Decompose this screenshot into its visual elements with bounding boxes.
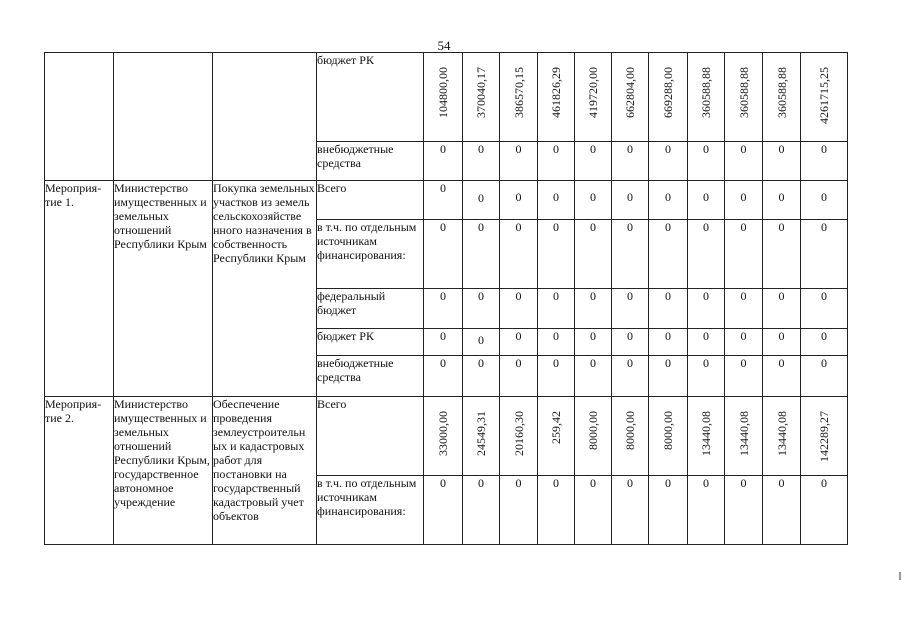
value-cell: 0 [801, 329, 848, 356]
value-cell: 24549,31 [463, 397, 500, 476]
value-cell: 0 [538, 181, 575, 220]
value-cell: 0 [801, 181, 848, 220]
value-cell: 0 [725, 142, 763, 181]
value-cell: 0 [500, 476, 538, 545]
measure-name-cell: Обеспечение проведения землеустроительн ых и кадастровых работ для постановки на государственный кадастровый учет объектов [213, 397, 317, 545]
value-cell: 13440,08 [763, 397, 801, 476]
value-cell: 0 [763, 181, 801, 220]
value-cell: 0 [801, 289, 848, 329]
value-cell: 0 [612, 476, 649, 545]
value-cell: 259,42 [538, 397, 575, 476]
value-cell: 461826,29 [538, 53, 575, 142]
value-cell: 0 [801, 220, 848, 289]
value-cell: 0 [801, 142, 848, 181]
value-cell: 0 [500, 220, 538, 289]
value-cell: 0 [500, 142, 538, 181]
value-cell: 662804,00 [612, 53, 649, 142]
source-cell: в т.ч. по отдельным источникам финансирования: [317, 476, 424, 545]
value-cell: 0 [463, 356, 500, 397]
executor-cell-empty [114, 53, 213, 181]
value-cell: 0 [575, 476, 612, 545]
table-row [45, 53, 848, 142]
value-cell: 0 [538, 289, 575, 329]
value-cell: 0 [763, 289, 801, 329]
event-cell: Мероприя-тие 2. [45, 397, 114, 545]
scan-mark [899, 572, 901, 580]
value-cell: 0 [649, 142, 688, 181]
value-cell: 0 [575, 142, 612, 181]
value-cell: 0 [649, 329, 688, 356]
table-row [45, 397, 848, 476]
executor-cell: Министерство имущественных и земельных отношений Республики Крым, государственное автономное учреждение [114, 397, 213, 545]
value-cell: 0 [424, 289, 463, 329]
value-cell: 0 [649, 289, 688, 329]
source-cell: Всего [317, 397, 424, 476]
value-cell: 0 [688, 220, 725, 289]
value-cell: 0 [612, 356, 649, 397]
value-cell: 8000,00 [649, 397, 688, 476]
value-cell: 0 [763, 476, 801, 545]
source-cell: бюджет РК [317, 329, 424, 356]
value-cell: 0 [424, 329, 463, 356]
value-cell: 0 [463, 220, 500, 289]
value-cell: 0 [612, 289, 649, 329]
value-cell: 0 [500, 289, 538, 329]
value-cell: 0 [463, 142, 500, 181]
value-cell: 0 [649, 220, 688, 289]
value-cell: 0 [688, 289, 725, 329]
value-cell: 360588,88 [688, 53, 725, 142]
value-cell: 360588,88 [763, 53, 801, 142]
value-cell: 0 [725, 329, 763, 356]
value-cell: 0 [500, 329, 538, 356]
value-cell: 0 [575, 181, 612, 220]
value-cell: 0 [424, 356, 463, 397]
value-cell: 104800,00 [424, 53, 463, 142]
value-cell: 8000,00 [612, 397, 649, 476]
value-cell: 0 [649, 476, 688, 545]
value-cell: 0 [424, 142, 463, 181]
page-number: 54 [437, 38, 451, 53]
value-cell: 0 [575, 289, 612, 329]
value-cell: 0 [649, 356, 688, 397]
value-cell: 0 [538, 142, 575, 181]
source-cell: федеральный бюджет [317, 289, 424, 329]
value-cell: 0 [500, 356, 538, 397]
value-cell: 0 [763, 142, 801, 181]
value-cell: 0 [612, 220, 649, 289]
name-cell-empty [213, 53, 317, 181]
value-cell: 0 [538, 329, 575, 356]
value-cell: 669288,00 [649, 53, 688, 142]
value-cell: 0 [688, 476, 725, 545]
value-cell: 0 [463, 289, 500, 329]
event-cell: Мероприя-тие 1. [45, 181, 114, 397]
value-cell: 0 [424, 181, 463, 220]
value-cell: 0 [463, 476, 500, 545]
measure-name-cell: Покупка земельных участков из земель сельскохозяйстве нного назначения в собственность Республики Крым [213, 181, 317, 397]
value-cell: 0 [688, 142, 725, 181]
value-cell: 0 [725, 476, 763, 545]
value-cell: 0 [500, 181, 538, 220]
value-cell: 8000,00 [575, 397, 612, 476]
value-cell: 0 [763, 220, 801, 289]
value-cell: 0 [538, 220, 575, 289]
value-cell: 0 [801, 476, 848, 545]
event-cell-empty [45, 53, 114, 181]
value-cell: 0 [575, 220, 612, 289]
value-cell: 0 [538, 476, 575, 545]
source-cell: в т.ч. по отдельным источникам финансирования: [317, 220, 424, 289]
value-cell: 0 [688, 356, 725, 397]
value-cell: 33000,00 [424, 397, 463, 476]
table-row [45, 181, 848, 220]
value-cell: 0 [688, 329, 725, 356]
source-cell: Всего [317, 181, 424, 220]
value-cell: 0 [763, 356, 801, 397]
value-cell: 0 [688, 181, 725, 220]
value-cell: 0 [575, 329, 612, 356]
value-cell: 142289,27 [801, 397, 848, 476]
value-cell: 0 [463, 181, 500, 220]
value-cell: 360588,88 [725, 53, 763, 142]
value-cell: 370040,17 [463, 53, 500, 142]
source-cell: бюджет РК [317, 53, 424, 142]
value-cell: 0 [801, 356, 848, 397]
value-cell: 13440,08 [725, 397, 763, 476]
value-cell: 386570,15 [500, 53, 538, 142]
value-cell: 0 [424, 220, 463, 289]
value-cell: 419720,00 [575, 53, 612, 142]
value-cell: 0 [612, 329, 649, 356]
value-cell: 13440,08 [688, 397, 725, 476]
source-cell: внебюджетные средства [317, 142, 424, 181]
value-cell: 0 [763, 329, 801, 356]
value-cell: 0 [612, 142, 649, 181]
budget-table [44, 52, 848, 545]
value-cell: 0 [649, 181, 688, 220]
executor-cell: Министерство имущественных и земельных отношений Республики Крым [114, 181, 213, 397]
value-cell: 4261715,25 [801, 53, 848, 142]
value-cell: 0 [463, 329, 500, 356]
source-cell: внебюджетные средства [317, 356, 424, 397]
value-cell: 0 [538, 356, 575, 397]
value-cell: 0 [424, 476, 463, 545]
value-cell: 0 [725, 289, 763, 329]
value-cell: 0 [725, 181, 763, 220]
value-cell: 0 [575, 356, 612, 397]
value-cell: 20160,30 [500, 397, 538, 476]
value-cell: 0 [725, 356, 763, 397]
value-cell: 0 [725, 220, 763, 289]
value-cell: 0 [612, 181, 649, 220]
